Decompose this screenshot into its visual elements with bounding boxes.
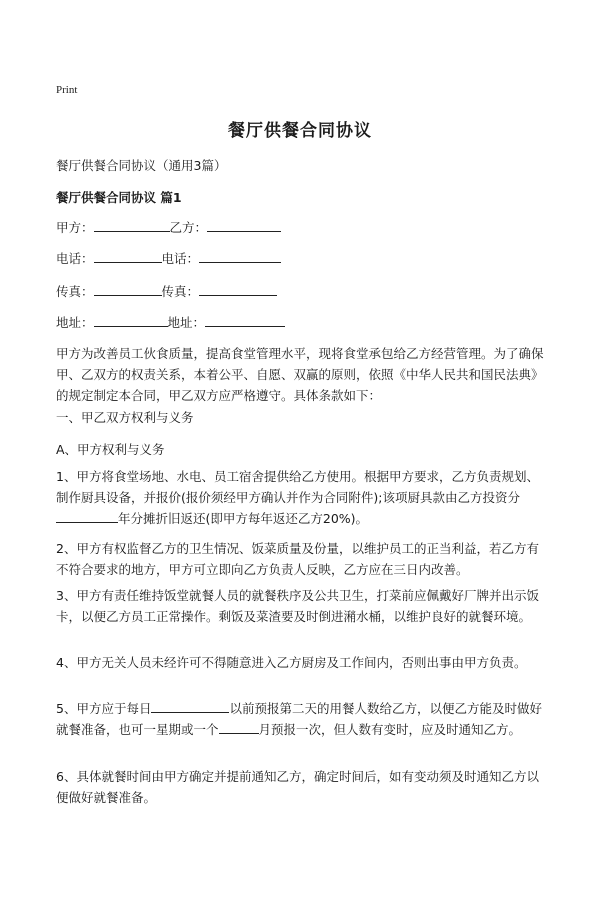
phone-a-blank — [94, 249, 162, 263]
address-a-blank — [94, 313, 168, 327]
document-subtitle: 餐厅供餐合同协议（通用3篇） — [56, 158, 227, 173]
section-a-heading: A、甲方权利与义务 — [56, 442, 165, 457]
document-title: 餐厅供餐合同协议 — [228, 121, 372, 141]
item-1-text-end: 年分摊折旧返还(即甲方每年返还乙方20%)。 — [118, 511, 369, 526]
party-b-blank — [207, 218, 281, 232]
item-5-month-blank — [219, 721, 259, 734]
print-label: Print — [56, 84, 78, 96]
item-5-text-middle: 以前预报第二天的用餐人数给乙方，以便乙方能及时做好就餐准备，也可一星期或一个 — [56, 701, 542, 737]
item-1-blank — [56, 510, 118, 523]
fax-a-blank — [94, 282, 162, 296]
fax-b-label: 传真： — [161, 284, 200, 299]
fax-a-label: 传真： — [56, 284, 94, 299]
party-a-blank — [94, 218, 170, 232]
fax-b-blank — [199, 282, 277, 296]
item-6-paragraph: 6、具体就餐时间由甲方确定并提前通知乙方，确定时间后，如有变动须及时通知乙方以便做好就餐准备。 — [56, 769, 539, 805]
section-one-heading: 一、甲乙双方权利与义务 — [56, 410, 194, 425]
item-2-paragraph: 2、甲方有权监督乙方的卫生情况、饭菜质量及份量，以维护员工的正当利益，若乙方有不符合要求的地方，甲方可立即向乙方负责人反映，乙方应在三日内改善。 — [56, 541, 539, 577]
phone-a-label: 电话： — [56, 251, 94, 266]
address-b-blank — [205, 313, 285, 327]
item-5-paragraph — [56, 698, 546, 740]
party-a-label: 甲方： — [56, 220, 94, 235]
item-3-paragraph: 3、甲方有责任维持饭堂就餐人员的就餐秩序及公共卫生，打菜前应佩戴好厂牌并出示饭卡，以便乙方员工正常操作。剩饭及菜渣要及时倒进潲水桶，以维护良好的就餐环境。 — [56, 588, 539, 624]
phone-b-label: 电话： — [161, 251, 200, 266]
item-1-text-start: 1、甲方将食堂场地、水电、员工宿舍提供给乙方使用。根据甲方要求，乙方负责规划、制作厨具设备，并报价(报价须经甲方确认并作为合同附件);该项厨具款由乙方投资分 — [56, 469, 539, 505]
item-1-paragraph — [56, 466, 546, 529]
party-b-label: 乙方： — [169, 220, 208, 235]
fax-row — [56, 282, 277, 300]
section-title: 餐厅供餐合同协议 篇1 — [56, 190, 182, 205]
item-5-text-end: 月预报一次，但人数有变时，应及时通知乙方。 — [258, 722, 522, 737]
item-4-paragraph: 4、甲方无关人员未经许可不得随意进入乙方厨房及工作间内，否则出事由甲方负责。 — [56, 655, 527, 670]
phone-row — [56, 249, 281, 267]
party-row — [56, 218, 281, 236]
item-5-text-start: 5、甲方应于每日 — [56, 701, 152, 716]
address-row — [56, 313, 285, 331]
address-b-label: 地址： — [167, 315, 206, 330]
address-a-label: 地址： — [56, 315, 94, 330]
item-5-time-blank — [151, 700, 229, 713]
phone-b-blank — [199, 249, 281, 263]
intro-paragraph: 甲方为改善员工伙食质量，提高食堂管理水平，现将食堂承包给乙方经营管理。为了确保甲、乙双方的权责关系，本着公平、自愿、双赢的原则，依照《中华人民共和国民法典》的规定制定本合同，甲乙双方应严格遵守。具体条款如下： — [56, 346, 544, 403]
